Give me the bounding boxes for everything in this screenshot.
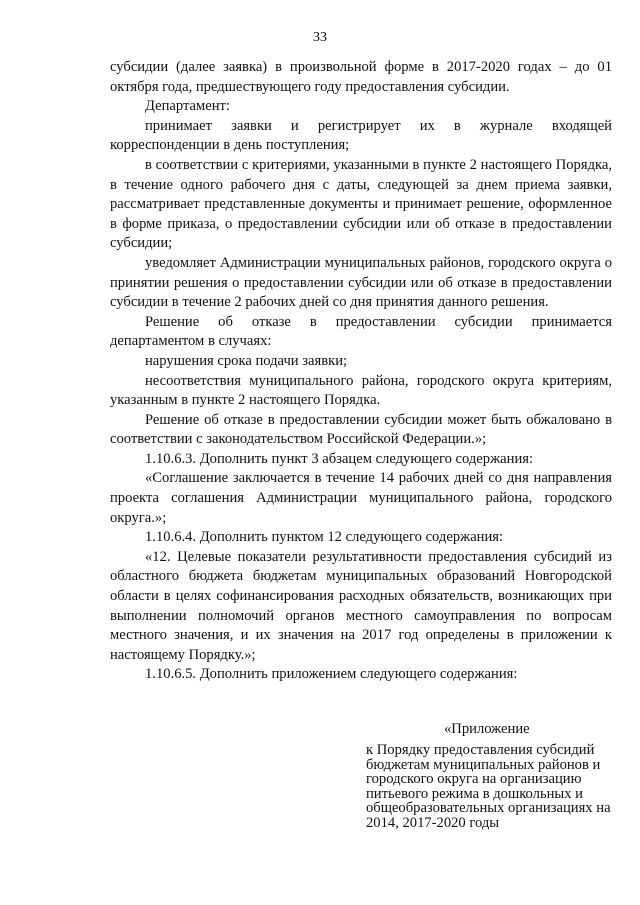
paragraph: «12. Целевые показатели результативности предоставления субсидий из областного бюджета бюджетам муниципальных образований Новгородской области в целях софинансирования расходных обязательств, возникающих при выполнении полномочий органов местного самоуправления по вопросам местного значения, и их значения на 2017 год определены в приложении к настоящему Порядку.»; [110, 548, 612, 663]
paragraph: 1.10.6.5. Дополнить приложением следующего содержания: [145, 666, 518, 683]
appendix-title: «Приложение [444, 721, 530, 737]
document-body [110, 58, 612, 685]
paragraph: Решение об отказе в предоставлении субсидии может быть обжаловано в соответствии с законодательством Российской Федерации.»; [110, 411, 612, 448]
paragraph: принимает заявки и регистрирует их в журнале входящей корреспонденции в день поступления; [110, 117, 612, 154]
paragraph: Департамент: [145, 98, 230, 115]
paragraph: 1.10.6.3. Дополнить пункт 3 абзацем следующего содержания: [145, 450, 534, 467]
paragraph: в соответствии с критериями, указанными в пункте 2 настоящего Порядка, в течение одного рабочего дня с даты, следующей за днем приема заявки, рассматривает представленные документы и принимает решение, оформленное в форме приказа, о предоставлении субсидии или об отказе в предоставлении субсидии; [110, 156, 612, 252]
paragraph: нарушения срока подачи заявки; [145, 352, 348, 369]
paragraph: «Соглашение заключается в течение 14 рабочих дней со дня направления проекта соглашения Администрации муниципального района, городского округа.»; [110, 470, 612, 526]
paragraph: 1.10.6.4. Дополнить пунктом 12 следующего содержания: [145, 529, 504, 546]
appendix-description: к Порядку предоставления субсидий бюджетам муниципальных районов и городского округа на организацию питьевого режима в дошкольных и общеобразовательных организациях на 2014, 2017-2020 годы [366, 742, 611, 831]
page-number: 33 [313, 30, 327, 45]
paragraph: Решение об отказе в предоставлении субсидии принимается департаментом в случаях: [110, 313, 612, 350]
paragraph: субсидии (далее заявка) в произвольной форме в 2017-2020 годах – до 01 октября года, предшествующего году предоставления субсидии. [110, 59, 612, 95]
appendix-header [366, 720, 616, 831]
paragraph: несоответствия муниципального района, городского округа критериям, указанным в пункте 2 настоящего Порядка. [110, 372, 612, 409]
paragraph: уведомляет Администрации муниципальных районов, городского округа о принятии решения о предоставлении субсидии или об отказе в предоставлении субсидии в течение 2 рабочих дней со дня принятия данного решения. [110, 254, 612, 311]
